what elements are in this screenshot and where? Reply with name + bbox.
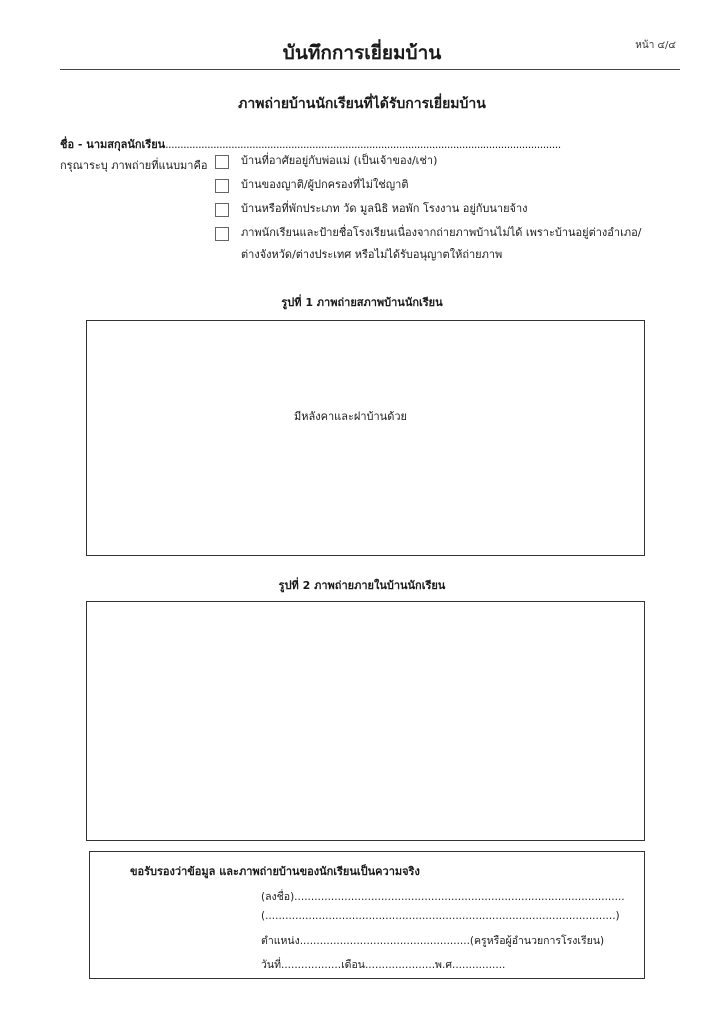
- certification-title: ขอรับรองว่าข้อมูล และภาพถ่ายบ้านของนักเรียนเป็นความจริง: [130, 865, 420, 878]
- option-label: ภาพนักเรียนและป้ายชื่อโรงเรียนเนื่องจากถ่ายภาพบ้านไม่ได้ เพราะบ้านอยู่ต่างอำเภอ/ต่างจังหวัด/ต่างประเทศ หรือไม่ได้รับอนุญาตให้ถ่ายภาพ: [241, 226, 642, 261]
- photo2-caption: รูปที่ 2 ภาพถ่ายภายในบ้านนักเรียน: [278, 579, 446, 592]
- photo-type-options: [215, 154, 655, 272]
- option-label: บ้านของญาติ/ผู้ปกครองที่ไม่ใช่ญาติ: [241, 178, 409, 191]
- photo1-note: มีหลังคาและฝาบ้านด้วย: [294, 410, 407, 423]
- page-number: หน้า ๔/๔: [635, 40, 676, 51]
- certification-box: [89, 851, 645, 979]
- checkbox-relative-home[interactable]: [215, 179, 229, 193]
- option-relative-home: [215, 178, 655, 196]
- signature-line[interactable]: (ลงชื่อ)...................................................................................................: [261, 891, 625, 903]
- position-line[interactable]: ตำแหน่ง...................................................(ครูหรือผู้อำนวยการโรงเรียน): [261, 935, 605, 947]
- option-parents-home: [215, 154, 655, 172]
- date-line[interactable]: วันที่..................เดือน.....................พ.ศ................: [261, 959, 506, 971]
- document-title: บันทึกการเยี่ยมบ้าน: [282, 42, 442, 64]
- photo1-caption: รูปที่ 1 ภาพถ่ายสภาพบ้านนักเรียน: [281, 296, 443, 309]
- photo2-box[interactable]: [86, 601, 645, 841]
- option-label: บ้านที่อาศัยอยู่กับพ่อแม่ (เป็นเจ้าของ/เช่า): [241, 154, 438, 167]
- checkbox-parents-home[interactable]: [215, 155, 229, 169]
- student-name-field[interactable]: ....................................................................................................................................: [165, 138, 561, 151]
- checkbox-student-school-sign[interactable]: [215, 227, 229, 241]
- photo-type-instruction: กรุณาระบุ ภาพถ่ายที่แนบมาคือ: [60, 159, 208, 172]
- option-student-school-sign: [215, 226, 655, 266]
- option-other-residence: [215, 202, 655, 220]
- photo1-box[interactable]: [86, 320, 645, 556]
- page-subtitle: ภาพถ่ายบ้านนักเรียนที่ได้รับการเยี่ยมบ้าน: [238, 96, 486, 112]
- student-name-label: ชื่อ - นามสกุลนักเรียน: [60, 138, 166, 151]
- option-label: บ้านหรือที่พักประเภท วัด มูลนิธิ หอพัก โรงงาน อยู่กับนายจ้าง: [241, 202, 528, 215]
- header-divider: [60, 69, 680, 70]
- checkbox-other-residence[interactable]: [215, 203, 229, 217]
- printed-name-line[interactable]: (.........................................................................................................): [261, 910, 620, 922]
